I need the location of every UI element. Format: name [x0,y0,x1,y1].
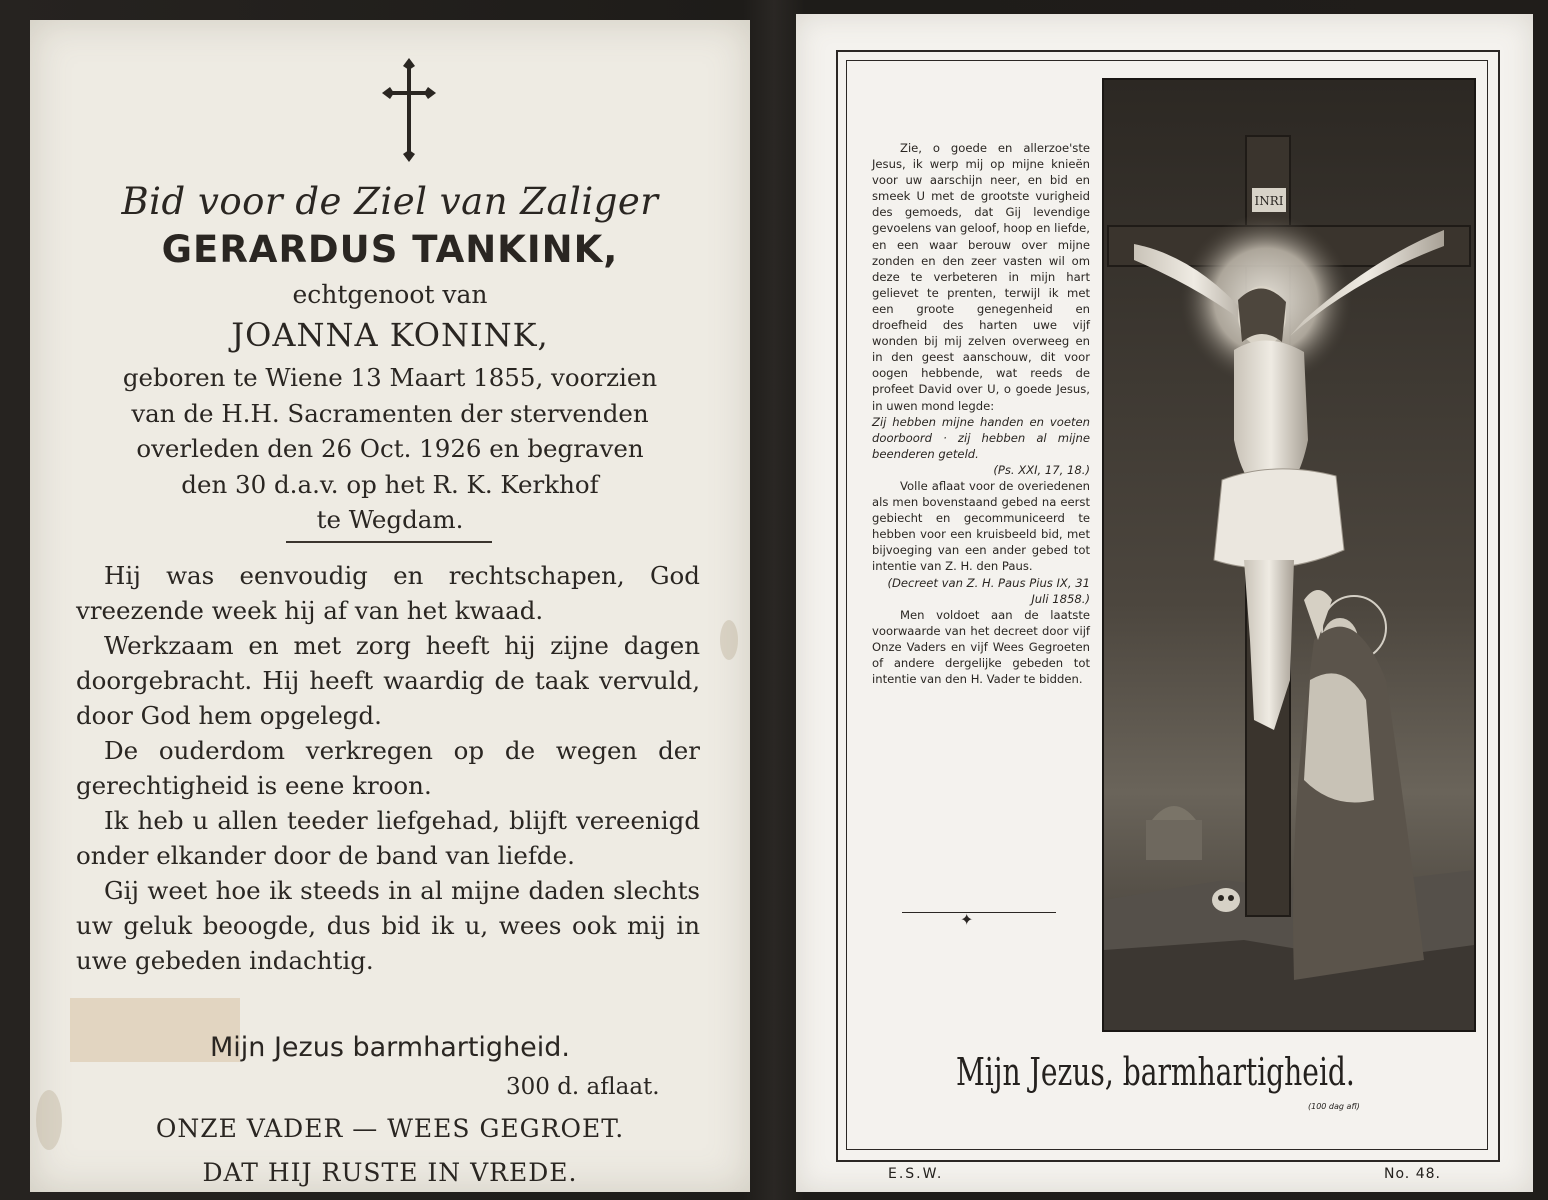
crucifixion-icon [1104,80,1474,1030]
memorial-card-text-side [30,20,750,1192]
crucifixion-illustration [1102,78,1476,1032]
spouse-label: echtgenoot van [292,280,488,309]
prayer-title: Bid voor de Ziel van Zaliger [121,180,659,223]
biography [70,360,710,538]
ornament-icon: ✦ [960,910,974,929]
citation: (Ps. XXI, 17, 18.) [993,462,1090,477]
paper-stain [720,620,738,660]
cross-icon [382,58,436,162]
indulgence-note: 300 d. aflaat. [506,1074,660,1100]
prayer-paragraph: Zie, o goede en allerzoe'ste Jesus, ik werp mij op mijne knieën voor uw aarschijn neer, en bid en smeek U met de grootste vurigheid des gemoeds, dat Gij levendige gevoelens van geloof, hoop en liefde, en een waar berouw over mijne zonden en den zeer vasten wil om deze te verbeteren in mijn hart gelievet te prenten, terwijl ik met een groote genegenheid en droefheid des harten uwe vijf wonden bij mij zelven overweeg en in den geest aanschouw, dit voor oogen hebbende, wat reeds de profeet David over U, o goede Jesus, in uwen mond legde: [872,141,1090,413]
paragraph: Hij was eenvoudig en rechtschapen, God vreezende week hij af van het kwaad. [76,561,700,625]
cross-inscription: INRI [1254,194,1284,208]
bio-line: te Wegdam. [316,505,464,534]
prayers-line: ONZE VADER — WEES GEGROET. [155,1114,625,1143]
motto: Mijn Jezus barmhartigheid. [209,1032,571,1063]
spouse-name: JOANNA KONINK, [231,316,549,354]
citation: (Decreet van Z. H. Paus Pius IX, 31 Juli 1858.) [887,575,1090,606]
deceased-name: GERARDUS TANKINK, [161,228,619,271]
bio-line: den 30 d.a.v. op het R. K. Kerkhof [181,469,599,499]
rest-in-peace-line: DAT HIJ RUSTE IN VREDE. [202,1158,578,1187]
image-caption: Mijn Jezus, barmhartigheid. [956,1050,1355,1094]
ornament-divider [902,912,1056,913]
memorial-card-image-side [796,14,1533,1192]
memorial-text [76,558,700,978]
paragraph: Gij weet hoe ik steeds in al mijne daden slechts uw geluk beoogde, dus bid ik u, wees ook mij in uwe gebeden indachtig. [76,876,700,975]
printer-mark: E.S.W. [888,1166,944,1182]
condition-paragraph: Men voldoet aan de laatste voorwaarde van het decreet door vijf Onze Vaders en vijf Wees Gegroeten of andere dergelijke gebeden tot intentie van den H. Vader te bidden. [872,607,1090,687]
paragraph: Ik heb u allen teeder liefgehad, blijft vereenigd onder elkander door de band van liefde. [76,806,700,870]
bio-line: van de H.H. Sacramenten der stervenden [131,398,649,428]
bio-line: geboren te Wiene 13 Maart 1855, voorzien [122,363,658,392]
prayer-quote: Zij hebben mijne handen en voeten doorboord · zij hebben al mijne beenderen geteld. [872,414,1090,461]
paragraph: De ouderdom verkregen op de wegen der gerechtigheid is eene kroon. [76,736,700,800]
bio-line: overleden den 26 Oct. 1926 en begraven [136,434,644,463]
prayer-text [872,140,1090,687]
card-number: No. 48. [1384,1166,1441,1182]
indulgence-paragraph: Volle aflaat voor de overiedenen als men bovenstaand gebed na eerst gebiecht en gecommuniceerd te hebben voor een kruisbeeld bid, met bijvoeging van een ander gebed tot intentie van Z. H. den Paus. [872,478,1090,574]
paragraph: Werkzaam en met zorg heeft hij zijne dagen doorgebracht. Hij heeft waardig de taak vervuld, door God hem opgelegd. [76,631,700,730]
divider [286,541,492,543]
caption-indulgence: (100 dag afl) [1308,1102,1360,1111]
